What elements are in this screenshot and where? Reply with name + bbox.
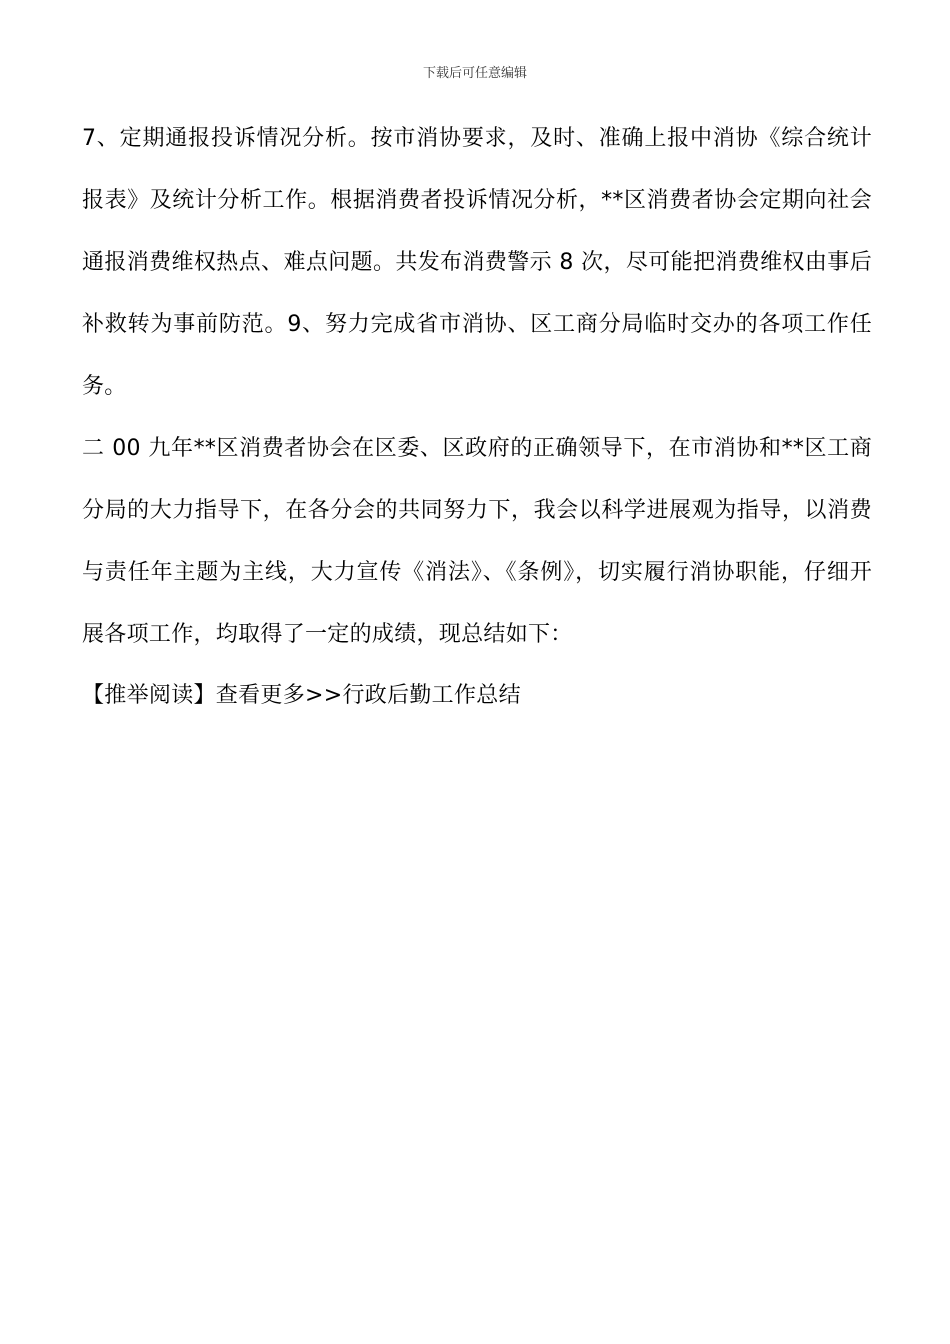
paragraph-work-summary: 7、定期通报投诉情况分析。按市消协要求，及时、准确上报中消协《综合统计报表》及统计分析工作。根据消费者投诉情况分析，**区消费者协会定期向社会通报消费维权热点、难点问题。共发布消费警示 8 次，尽可能把消费维权由事后补救转为事前防范。9、努力完成省市消协、区工商分局临时交办的各项工作任务。 [82,126,872,399]
page-header: 下载后可任意编辑 [422,66,527,81]
document-body [82,108,872,726]
paragraph-annual-overview: 二 00 九年**区消费者协会在区委、区政府的正确领导下，在市消协和**区工商分局的大力指导下，在各分会的共同努力下，我会以科学进展观为指导，以消费与责任年主题为主线，大力宣传《消法》、《条例》，切实履行消协职能，仔细开展各项工作，均取得了一定的成绩，现总结如下： [82,436,872,647]
recommended-reading-link[interactable]: 【推举阅读】查看更多>>行政后勤工作总结 [82,683,521,708]
